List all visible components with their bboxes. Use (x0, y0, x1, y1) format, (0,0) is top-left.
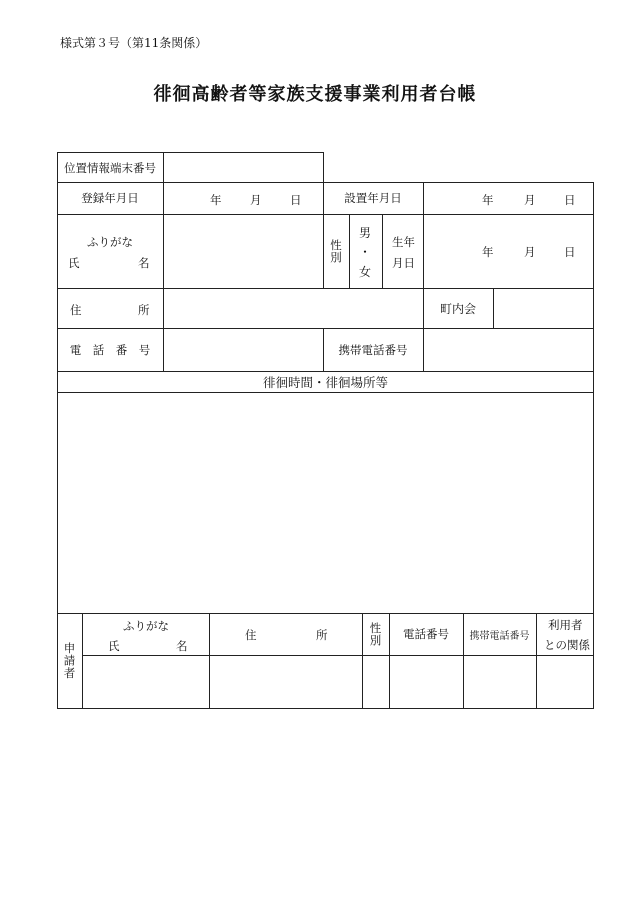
year-unit: 年 (482, 193, 494, 207)
applicant-mobile-label: 携帯電話番号 (469, 630, 530, 642)
birth-date-field[interactable] (424, 215, 594, 288)
applicant-address-field[interactable] (210, 656, 362, 709)
phone-field[interactable] (164, 329, 323, 371)
name-label-1: 氏 (68, 256, 80, 270)
applicant-address-label-2: 所 (316, 628, 328, 642)
address-label-2: 所 (138, 303, 150, 317)
applicant-mobile-field[interactable] (464, 656, 536, 709)
terminal-number-label: 位置情報端末番号 (64, 160, 156, 175)
applicant-furigana-label: ふりがな (123, 619, 169, 633)
month-unit: 月 (524, 193, 536, 207)
form-title: 徘徊高齢者等家族支援事業利用者台帳 (153, 84, 477, 105)
address-label-1: 住 (70, 303, 82, 317)
name-label-2: 名 (138, 256, 150, 270)
applicant-name-label-1: 氏 (108, 639, 120, 653)
relation-label-2: との関係 (544, 638, 590, 652)
year-unit: 年 (210, 193, 222, 207)
male-option[interactable]: 男 (359, 226, 372, 240)
applicant-name-label-2: 名 (176, 639, 188, 653)
applicant-phone-field[interactable] (390, 656, 463, 709)
install-date-field[interactable] (424, 183, 594, 214)
year-unit: 年 (482, 245, 494, 259)
applicant-sex-label: 性別 (368, 621, 383, 647)
phone-label: 電 話 番 号 (69, 342, 151, 357)
birth-label-2: 月日 (392, 256, 415, 270)
applicant-relation-field[interactable] (537, 656, 594, 709)
month-unit: 月 (250, 193, 262, 207)
sex-label: 性別 (329, 238, 343, 264)
address-field[interactable] (164, 289, 423, 328)
applicant-address-label-1: 住 (245, 628, 257, 642)
registration-date-label: 登録年月日 (81, 191, 139, 205)
female-option[interactable]: 女 (359, 265, 372, 279)
month-unit: 月 (524, 245, 536, 259)
wander-info-field[interactable] (58, 393, 593, 613)
birth-label-1: 生年 (392, 235, 415, 249)
day-unit: 日 (290, 193, 302, 207)
name-field[interactable] (164, 215, 323, 288)
applicant-label: 申請者 (62, 642, 77, 680)
town-association-field[interactable] (494, 289, 594, 328)
applicant-phone-label: 電話番号 (403, 627, 449, 641)
applicant-name-field[interactable] (83, 656, 209, 709)
terminal-number-field[interactable] (164, 153, 323, 182)
day-unit: 日 (564, 245, 576, 259)
applicant-sex-field[interactable] (363, 656, 389, 709)
town-association-label: 町内会 (439, 301, 476, 316)
registration-date-field[interactable] (164, 183, 323, 214)
form-reference: 様式第３号（第11条関係） (60, 36, 208, 50)
mobile-field[interactable] (424, 329, 594, 371)
furigana-label: ふりがな (87, 235, 133, 249)
wander-info-header: 徘徊時間・徘徊場所等 (262, 374, 388, 390)
install-date-label: 設置年月日 (344, 191, 402, 205)
separator-dot: ・ (359, 245, 372, 259)
mobile-label: 携帯電話番号 (338, 342, 408, 357)
relation-label-1: 利用者 (548, 618, 583, 632)
day-unit: 日 (564, 193, 576, 207)
